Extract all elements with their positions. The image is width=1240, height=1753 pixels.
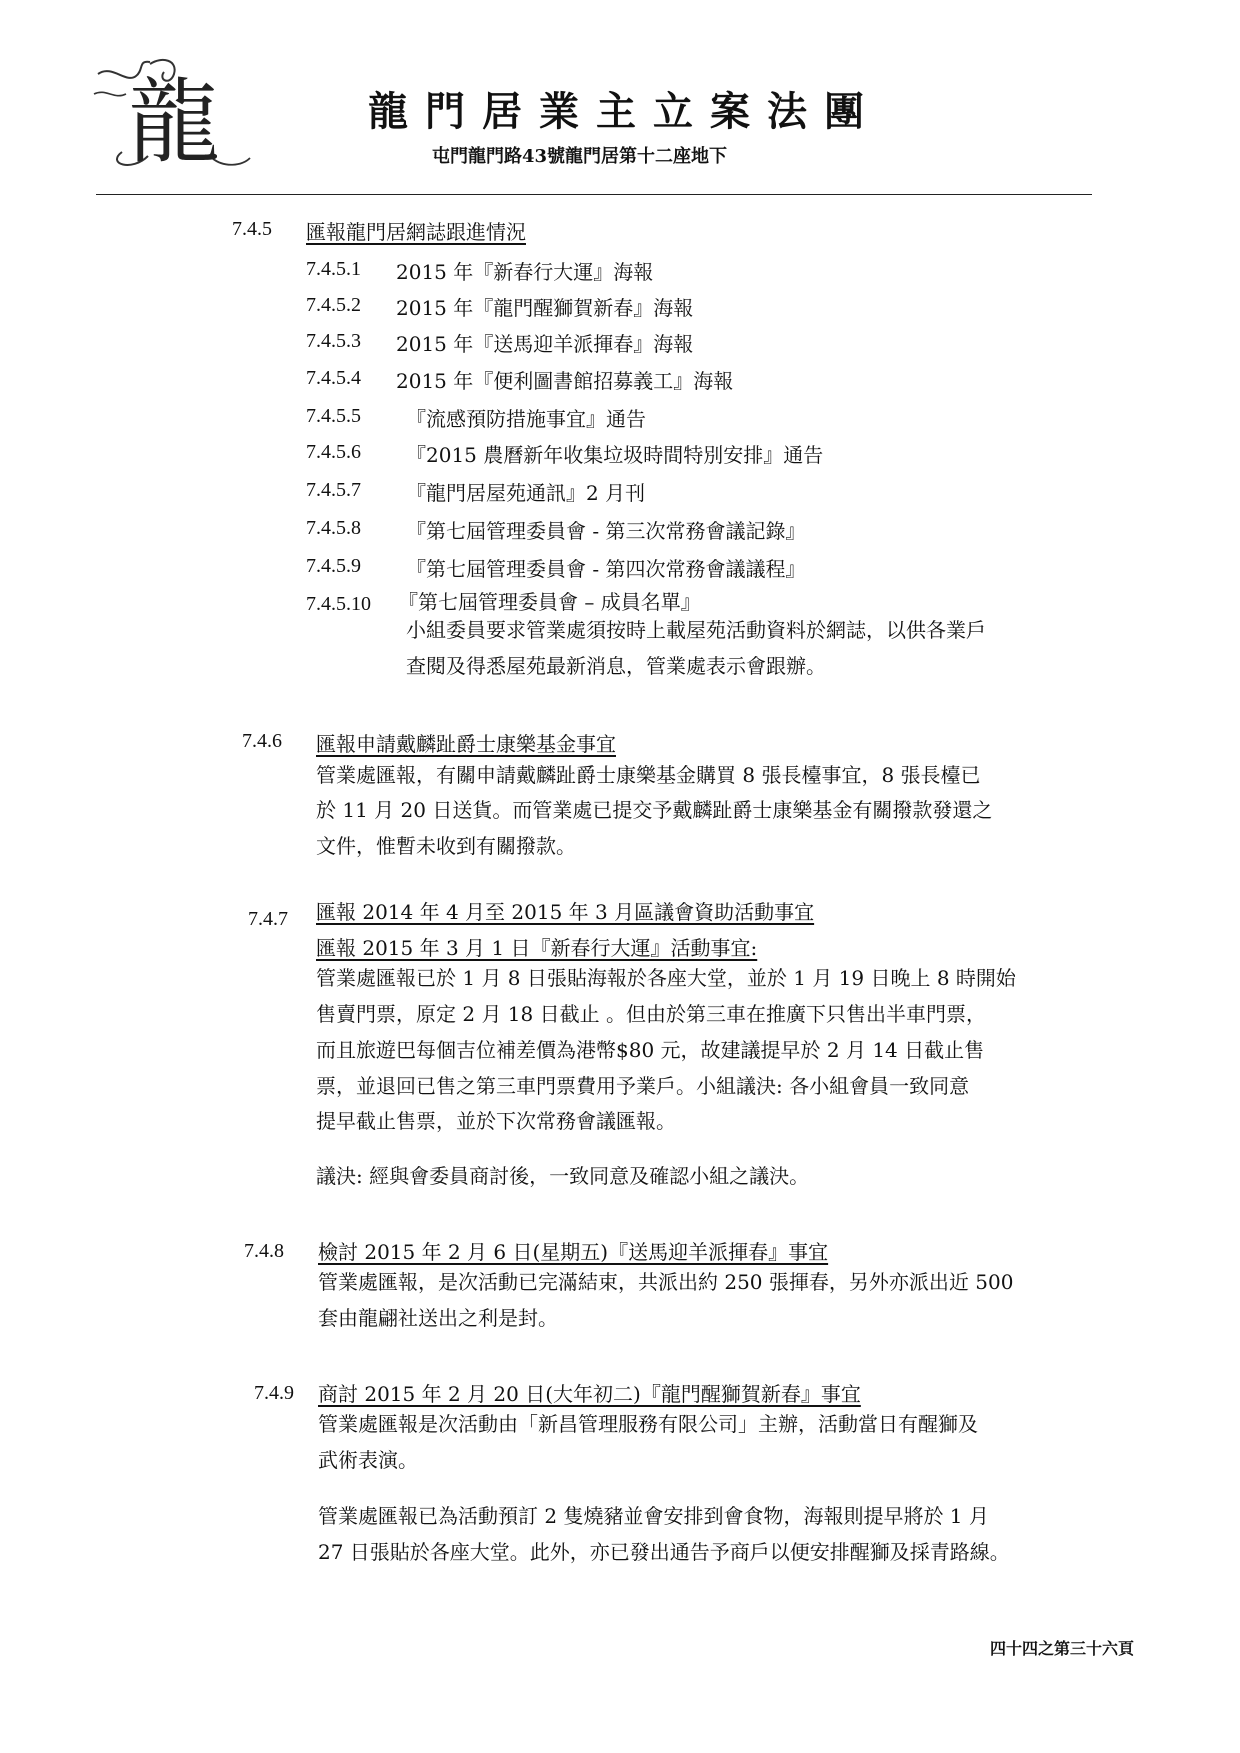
- paragraph-line: 管業處匯報已為活動預訂 2 隻燒豬並會安排到會食物，海報則提早將於 1 月: [318, 1504, 989, 1528]
- section-number: 7.4.9: [254, 1382, 294, 1404]
- subitem-number: 7.4.5.8: [306, 517, 361, 539]
- paragraph-line: 套由龍翩社送出之利是封。: [318, 1306, 558, 1330]
- subitem-text: 2015 年『便利圖書館招募義工』海報: [396, 369, 734, 393]
- dragon-logo: [92, 54, 262, 174]
- section-subtitle: 匯報 2015 年 3 月 1 日『新春行大運』活動事宜:: [316, 936, 758, 960]
- subitem-text: 『龍門居屋苑通訊』2 月刊: [406, 481, 646, 505]
- paragraph-line: 管業處匯報已於 1 月 8 日張貼海報於各座大堂，並於 1 月 19 日晚上 8 時開始: [316, 966, 1016, 990]
- paragraph-line: 票，並退回已售之第三車門票費用予業戶。小組議決: 各小組會員一致同意: [316, 1074, 970, 1098]
- section-number: 7.4.6: [242, 730, 282, 752]
- subitem-text: 『2015 農曆新年收集垃圾時間特別安排』通告: [406, 443, 824, 467]
- page-number: 四十四之第三十六頁: [990, 1639, 1135, 1658]
- section-number: 7.4.7: [248, 908, 288, 930]
- paragraph-line: 27 日張貼於各座大堂。此外，亦已發出通告予商戶以便安排醒獅及採青路線。: [318, 1540, 1010, 1564]
- subitem-text: 『第七屆管理委員會 - 第四次常務會議議程』: [406, 557, 806, 581]
- subitem-text: 2015 年『送馬迎羊派揮春』海報: [396, 332, 694, 356]
- section-title: 匯報龍門居網誌跟進情況: [306, 220, 526, 244]
- subitem-number: 7.4.5.7: [306, 479, 361, 501]
- subitem-text: 2015 年『龍門醒獅賀新春』海報: [396, 296, 694, 320]
- section-title: 匯報申請戴麟趾爵士康樂基金事宜: [316, 732, 616, 756]
- subitem-text: 2015 年『新春行大運』海報: [396, 260, 654, 284]
- subitem-number: 7.4.5.6: [306, 441, 361, 463]
- organization-address: 屯門龍門路43號龍門居第十二座地下: [432, 146, 728, 167]
- subitem-text: 『流感預防措施事宜』通告: [406, 407, 646, 431]
- paragraph-line: 售賣門票，原定 2 月 18 日截止 。但由於第三車在推廣下只售出半車門票，: [316, 1002, 986, 1026]
- section-title: 匯報 2014 年 4 月至 2015 年 3 月區議會資助活動事宜: [316, 900, 815, 924]
- subitem-number: 7.4.5.10: [306, 593, 371, 615]
- paragraph-line: 文件，惟暫未收到有關撥款。: [316, 834, 576, 858]
- paragraph-line: 而且旅遊巴每個吉位補差價為港幣$80 元，故建議提早於 2 月 14 日截止售: [316, 1038, 985, 1062]
- paragraph-line: 管業處匯報，有關申請戴麟趾爵士康樂基金購買 8 張長檯事宜，8 張長檯已: [316, 763, 981, 787]
- subitem-number: 7.4.5.4: [306, 367, 361, 389]
- section-number: 7.4.5: [232, 218, 272, 240]
- subitem-number: 7.4.5.9: [306, 555, 361, 577]
- svg-text:龍: 龍: [128, 69, 221, 174]
- organization-name: 龍門居業主立案法團: [368, 88, 881, 135]
- paragraph-line: 查閱及得悉屋苑最新消息，管業處表示會跟辦。: [406, 654, 826, 678]
- subitem-text: 『第七屆管理委員會 - 第三次常務會議記錄』: [406, 519, 806, 543]
- paragraph-line: 管業處匯報，是次活動已完滿結束，共派出約 250 張揮春，另外亦派出近 500: [318, 1270, 1014, 1294]
- section-title: 檢討 2015 年 2 月 6 日(星期五)『送馬迎羊派揮春』事宜: [318, 1240, 829, 1264]
- paragraph-line: 管業處匯報是次活動由「新昌管理服務有限公司」主辦，活動當日有醒獅及: [318, 1412, 978, 1436]
- subitem-number: 7.4.5.2: [306, 294, 361, 316]
- paragraph-line: 於 11 月 20 日送貨。而管業處已提交予戴麟趾爵士康樂基金有關撥款發還之: [316, 798, 993, 822]
- paragraph-line: 武術表演。: [318, 1448, 418, 1472]
- subitem-number: 7.4.5.5: [306, 405, 361, 427]
- subitem-text: 『第七屆管理委員會 – 成員名單』: [398, 590, 701, 614]
- paragraph-line: 提早截止售票，並於下次常務會議匯報。: [316, 1109, 676, 1133]
- subitem-number: 7.4.5.1: [306, 258, 361, 280]
- resolution-text: 議決: 經與會委員商討後，一致同意及確認小組之議決。: [316, 1164, 810, 1188]
- section-title: 商討 2015 年 2 月 20 日(大年初二)『龍門醒獅賀新春』事宜: [318, 1382, 861, 1406]
- subitem-number: 7.4.5.3: [306, 330, 361, 352]
- paragraph-line: 小組委員要求管業處須按時上載屋苑活動資料於網誌，以供各業戶: [406, 618, 986, 642]
- header-divider: [96, 194, 1092, 195]
- section-number: 7.4.8: [244, 1240, 284, 1262]
